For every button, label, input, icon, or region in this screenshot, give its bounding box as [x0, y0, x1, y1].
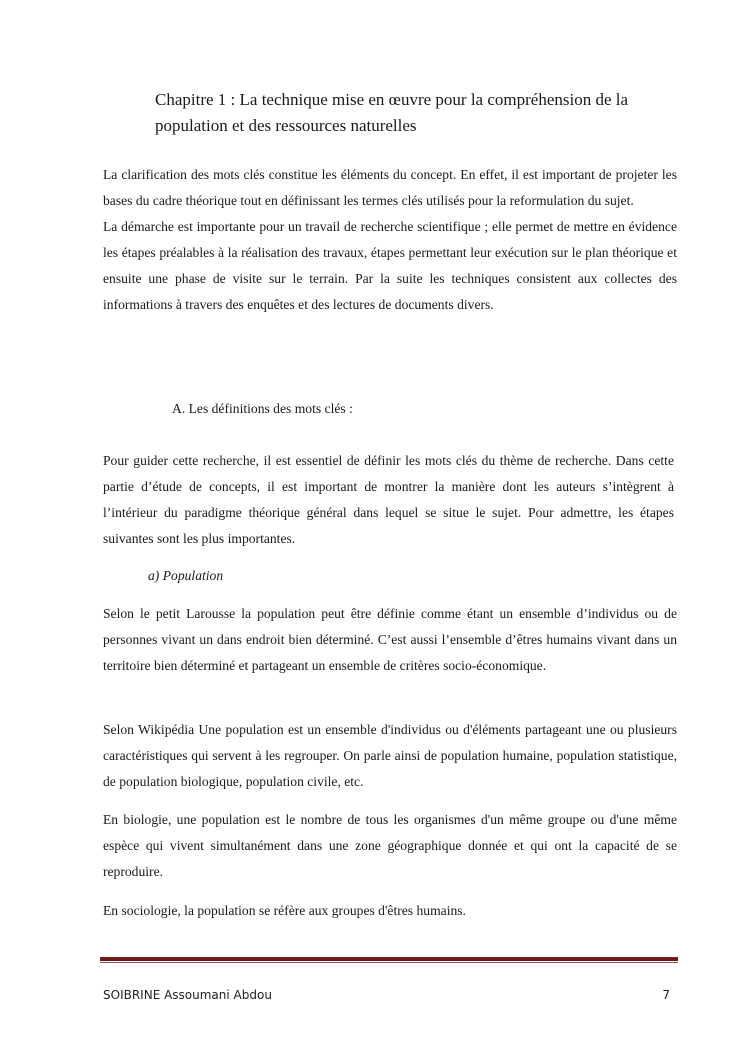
chapter-title: Chapitre 1 : La technique mise en œuvre pour la compréhension de la population et des ressources naturelles — [155, 90, 629, 135]
paragraph-sociologie-text: En sociologie, la population se réfère aux groupes d'êtres humains. — [103, 903, 466, 918]
intro-paragraph-1: La clarification des mots clés constitue les éléments du concept. En effet, il est important de projeter les bases du cadre théorique tout en définissant les termes clés utilisés pour la reformulation du sujet. — [103, 167, 677, 208]
footer-rule-line-bottom — [100, 962, 678, 963]
footer-page-number: 7 — [662, 988, 670, 1002]
paragraph-larousse — [103, 601, 677, 679]
paragraph-wikipedia — [103, 717, 677, 795]
intro-section — [103, 162, 677, 318]
section-a-heading: A. Les définitions des mots clés : — [172, 401, 353, 416]
footer-rule-line-thick — [100, 958, 678, 961]
section-a-text: Pour guider cette recherche, il est essentiel de définir les mots clés du thème de recherche. Dans cette partie d’étude de concepts, il est important de montrer la manière dont les auteurs s’intègrent à l’intérieur du paradigme théorique général dans lequel se situe le sujet. Pour admettre, les étapes suivantes sont les plus importantes. — [103, 453, 674, 546]
subsection-population-heading: a) Population — [148, 568, 224, 583]
intro-paragraph-2: La démarche est importante pour un travail de recherche scientifique ; elle permet de mettre en évidence les étapes préalables à la réalisation des travaux, étapes permettant leur exécution sur le plan théorique et ensuite une phase de visite sur le terrain. Par la suite les techniques consistent aux collectes des informations à travers des enquêtes et des lectures de documents divers. — [103, 219, 677, 312]
paragraph-biologie — [103, 807, 677, 885]
paragraph-sociologie — [103, 898, 677, 924]
footer-author: SOIBRINE Assoumani Abdou — [103, 988, 272, 1002]
paragraph-biologie-text: En biologie, une population est le nombre de tous les organismes d'un même groupe ou d'une même espèce qui vivent simultanément dans une zone géographique donnée et qui ont la capacité de se reproduire. — [103, 812, 677, 879]
section-a-paragraph — [103, 448, 674, 552]
paragraph-wikipedia-text: Selon Wikipédia Une population est un ensemble d'individus ou d'éléments partageant une ou plusieurs caractéristiques qui servent à les regrouper. On parle ainsi de population humaine, population statistique, de population biologique, population civile, etc. — [103, 722, 677, 789]
footer-rule — [100, 957, 678, 962]
paragraph-larousse-text: Selon le petit Larousse la population peut être définie comme étant un ensemble d’individus ou de personnes vivant un dans endroit bien déterminé. C’est aussi l’ensemble d’êtres humains vivant dans un territoire bien déterminé et partageant un ensemble de critères socio-économique. — [103, 606, 677, 673]
